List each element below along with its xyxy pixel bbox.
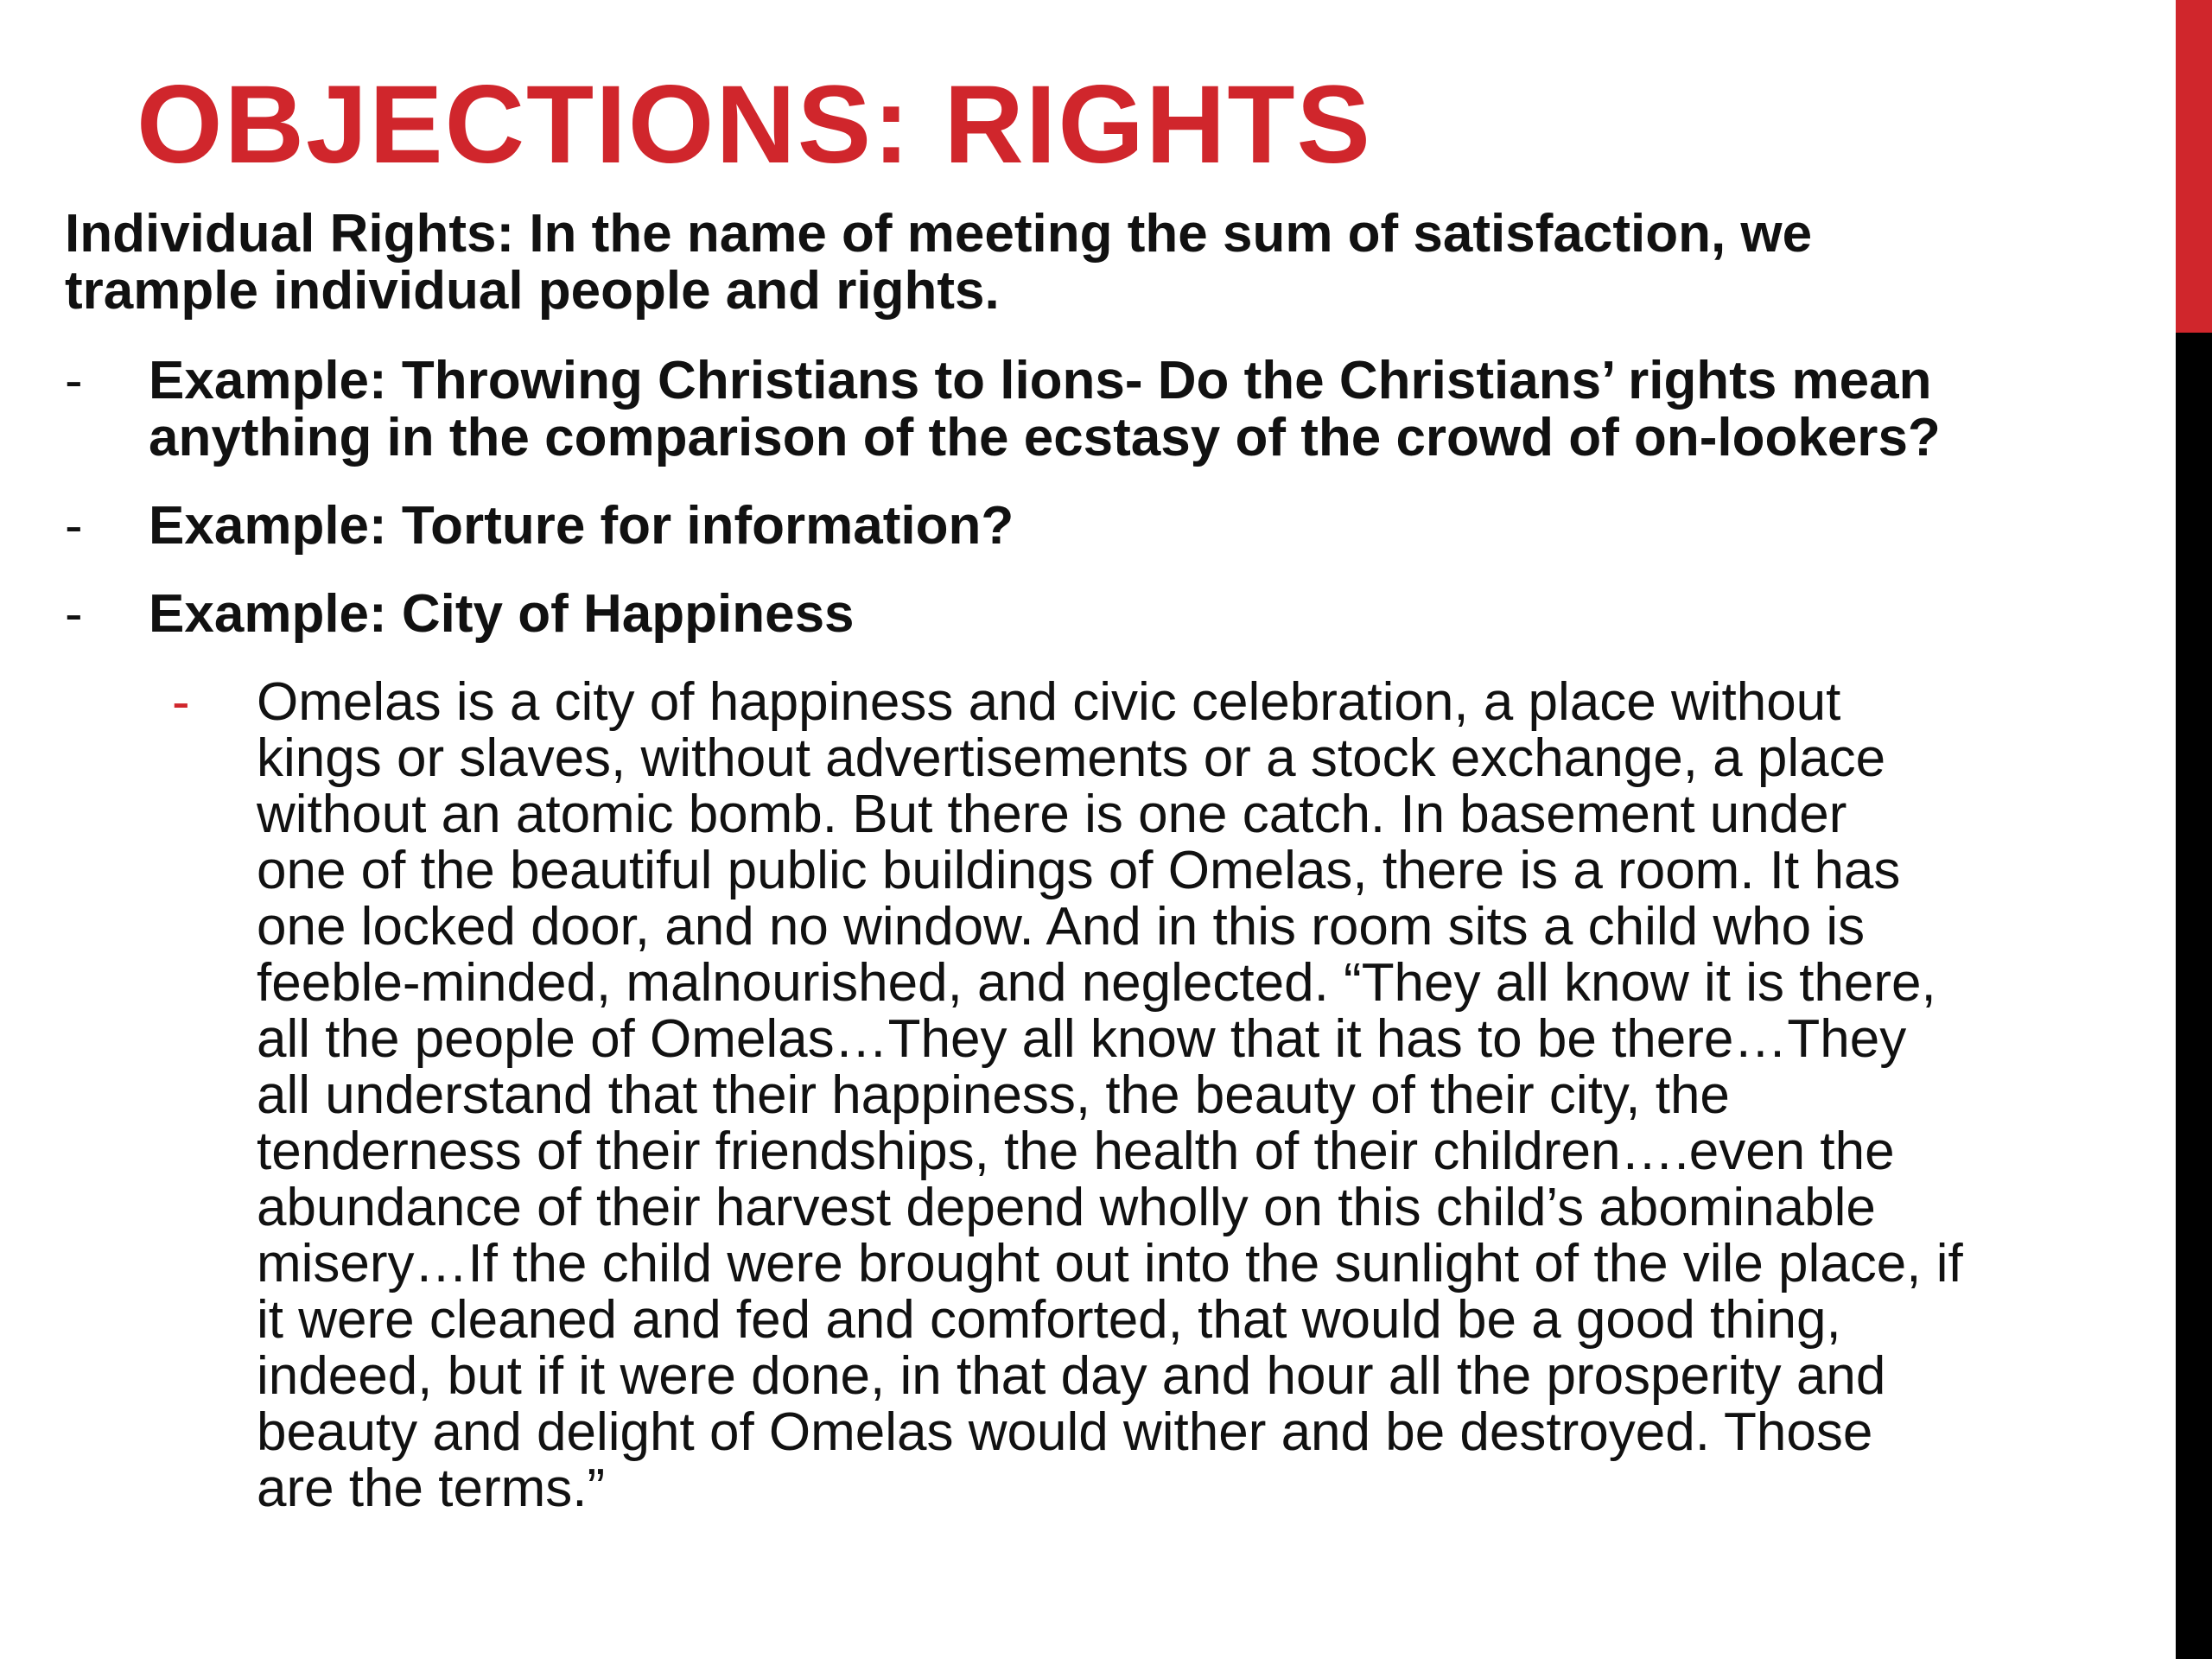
sub-bullet-dash: - (172, 672, 190, 732)
lead-line: Individual Rights: In the name of meeting the sum of satisfaction, we (65, 204, 1813, 264)
lead-line: trample individual people and rights. (65, 261, 1000, 321)
slide-body (65, 206, 2139, 1516)
quote-line: indeed, but if it were done, in that day and hour all the prosperity and (257, 1346, 1886, 1406)
slide-title: OBJECTIONS: RIGHTS (137, 63, 1372, 187)
bullet-list (65, 353, 2139, 643)
quote-line: Omelas is a city of happiness and civic celebration, a place without (257, 672, 1841, 732)
bullet-item-city-of-happiness (65, 586, 2139, 643)
quote-line: feeble-minded, malnourished, and neglected. “They all know it is there, (257, 953, 1936, 1013)
bullet-dash: - (65, 584, 83, 644)
quote-line: all the people of Omelas…They all know that it has to be there…They (257, 1009, 1907, 1069)
accent-bar-red (2176, 0, 2212, 333)
bullet-line: Example: Torture for information? (149, 496, 1014, 556)
quote-line: all understand that their happiness, the beauty of their city, the (257, 1065, 1730, 1125)
quote-line: abundance of their harvest depend wholly on this child’s abominable (257, 1178, 1876, 1237)
omelas-quote (172, 672, 2192, 1518)
bullet-dash: - (65, 351, 83, 410)
quote-line: are the terms.” (257, 1459, 606, 1518)
bullet-line: Example: Throwing Christians to lions- Do the Christians’ rights mean (149, 351, 1932, 410)
quote-line: it were cleaned and fed and comforted, that would be a good thing, (257, 1290, 1841, 1350)
quote-line: kings or slaves, without advertisements or a stock exchange, a place (257, 728, 1886, 788)
bullet-line: anything in the comparison of the ecstasy of the crowd of on-lookers? (149, 408, 1941, 467)
lead-paragraph (65, 206, 2139, 320)
bullet-item-christians-lions (65, 353, 2139, 467)
bullet-dash: - (65, 496, 83, 556)
quote-line: one of the beautiful public buildings of Omelas, there is a room. It has (257, 841, 1901, 900)
quote-line: tenderness of their friendships, the health of their children….even the (257, 1122, 1895, 1181)
quote-line: without an atomic bomb. But there is one catch. In basement under (257, 785, 1847, 844)
quote-line: beauty and delight of Omelas would wither and be destroyed. Those (257, 1402, 1873, 1462)
quote-line: one locked door, and no window. And in this room sits a child who is (257, 897, 1866, 957)
quote-line: misery…If the child were brought out into the sunlight of the vile place, if (257, 1234, 1963, 1294)
bullet-item-torture (65, 498, 2139, 555)
bullet-line: Example: City of Happiness (149, 584, 855, 644)
